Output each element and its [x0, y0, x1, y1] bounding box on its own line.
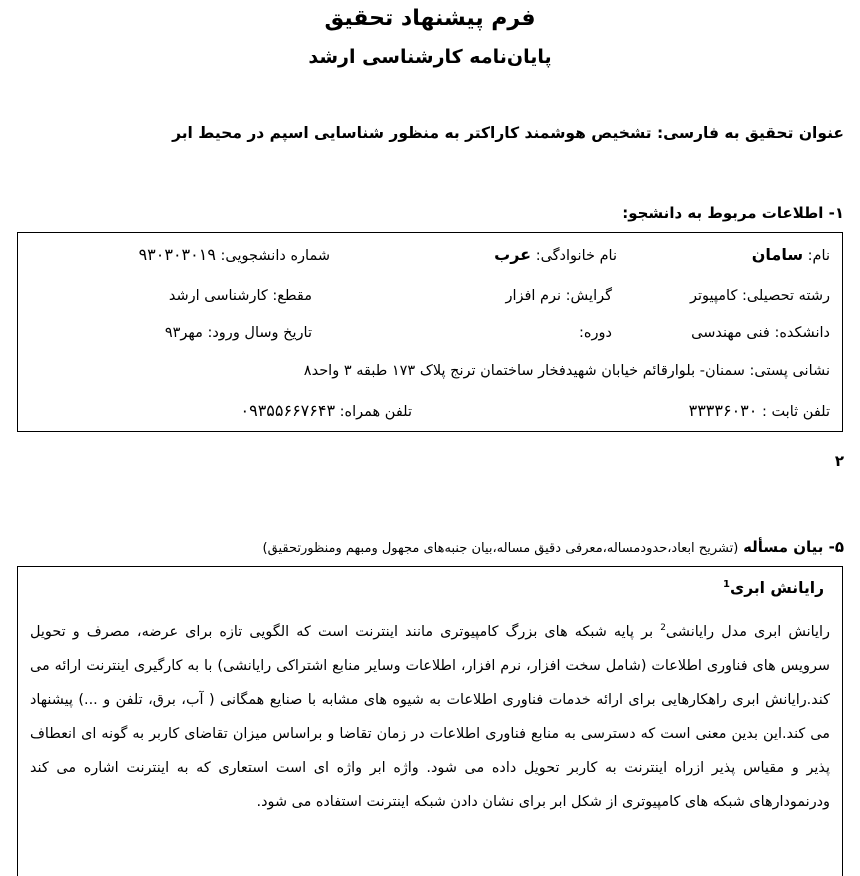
family-field [494, 245, 617, 264]
problem-statement-paragraph [30, 615, 830, 819]
research-title-label: عنوان تحقیق به فارسی: [656, 124, 844, 142]
section1-heading: ۱- اطلاعات مربوط به دانشجو: [622, 204, 844, 222]
family-label: نام خانوادگی: [535, 248, 617, 264]
family-value: عرب [494, 245, 532, 264]
faculty-value: فنی مهندسی [691, 325, 770, 341]
student-number-value: ۹۳۰۳۰۳۰۱۹ [138, 245, 216, 264]
student-number-field [139, 245, 330, 264]
paragraph-text-start: رایانش ابری مدل رایانشی [665, 624, 831, 640]
research-title-line [172, 124, 844, 142]
name-field [752, 245, 830, 264]
form-subtitle: پایان‌نامه کارشناسی ارشد [308, 46, 552, 68]
entry-date-field: تاریخ وسال ورود: مهر۹۳ [164, 325, 312, 341]
postal-address-field: نشانی پستی: سمنان- بلوارقائم خیابان شهیدفخار ساختمان ترنج پلاک ۱۷۳ طبقه ۳ واحد۸ [303, 363, 830, 379]
paragraph-text-rest: بر پایه شبکه های بزرگ کامپیوتری مانند اینترنت است که الگویی تازه برای عرضه، مصرف و تحویل سرویس های فناوری اطلاعات (شامل سخت افزار، نرم افزار، اطلاعات وسایر منابع اشتراکی رایانشی) با به کارگیری اینترنت ارائه می کند.رایانش ابری راهکارهایی برای ارائه خدمات فناوری اطلاعات به شیوه های مشابه با صنایع همگانی ( آب، برق، تلفن و ...) پیشنهاد می کند.این بدین معنی است که دسترسی به منابع فناوری اطلاعات در زمان تقاضا و براساس میزان تقاضای کاربر به گونه ای انعطاف پذیر و مقیاس پذیر ازراه اینترنت به کاربر تحویل داده می شود. واژه ابر واژه ای است استعاری که به اینترنت اشاره می کند ودرنمودارهای شبکه های کامپیوتری از شکل ابر برای نشان دادن شبکه اینترنت استفاده می شود. [30, 624, 830, 810]
footnote-ref-2: 2 [660, 623, 666, 634]
faculty-field [691, 325, 830, 341]
faculty-label: دانشکده: [774, 325, 830, 341]
student-info-box [17, 232, 843, 432]
name-label: نام: [807, 248, 830, 264]
student-number-label: شماره دانشجویی: [220, 248, 330, 264]
phone-field [689, 401, 830, 420]
mobile-value: ۰۹۳۵۵۶۶۷۶۴۳ [240, 401, 336, 420]
phone-label: تلفن ثابت : [761, 404, 830, 420]
footnote-ref-1: 1 [723, 579, 731, 590]
problem-statement-box [17, 566, 843, 876]
name-value: سامان [751, 245, 804, 264]
period-field: دوره: [579, 325, 612, 341]
cloud-computing-heading [723, 579, 824, 597]
cloud-computing-heading-text: رایانش ابری [730, 579, 824, 598]
mobile-field [241, 401, 413, 420]
major-field: رشته تحصیلی: کامپیوتر [689, 288, 830, 304]
research-title-value: تشخیص هوشمند کاراکتر به منظور شناسایی اسپم در محیط ابر [172, 124, 652, 142]
section2-number: ۲ [834, 452, 844, 470]
section5-title: ۵- بیان مسأله [743, 538, 844, 556]
mobile-label: تلفن همراه: [339, 404, 412, 420]
section5-subtitle: (تشریح ابعاد،حدودمساله،معرفی دقیق مساله،بیان جنبه‌های مجهول ومبهم ومنظورتحقیق) [262, 541, 739, 556]
form-title: فرم پیشنهاد تحقیق [324, 6, 536, 31]
orientation-field: گرایش: نرم افزار [505, 288, 612, 304]
section5-heading [263, 538, 844, 556]
phone-value: ۳۳۳۳۶۰۳۰ [688, 401, 758, 420]
level-field: مقطع: کارشناسی ارشد [168, 288, 312, 304]
